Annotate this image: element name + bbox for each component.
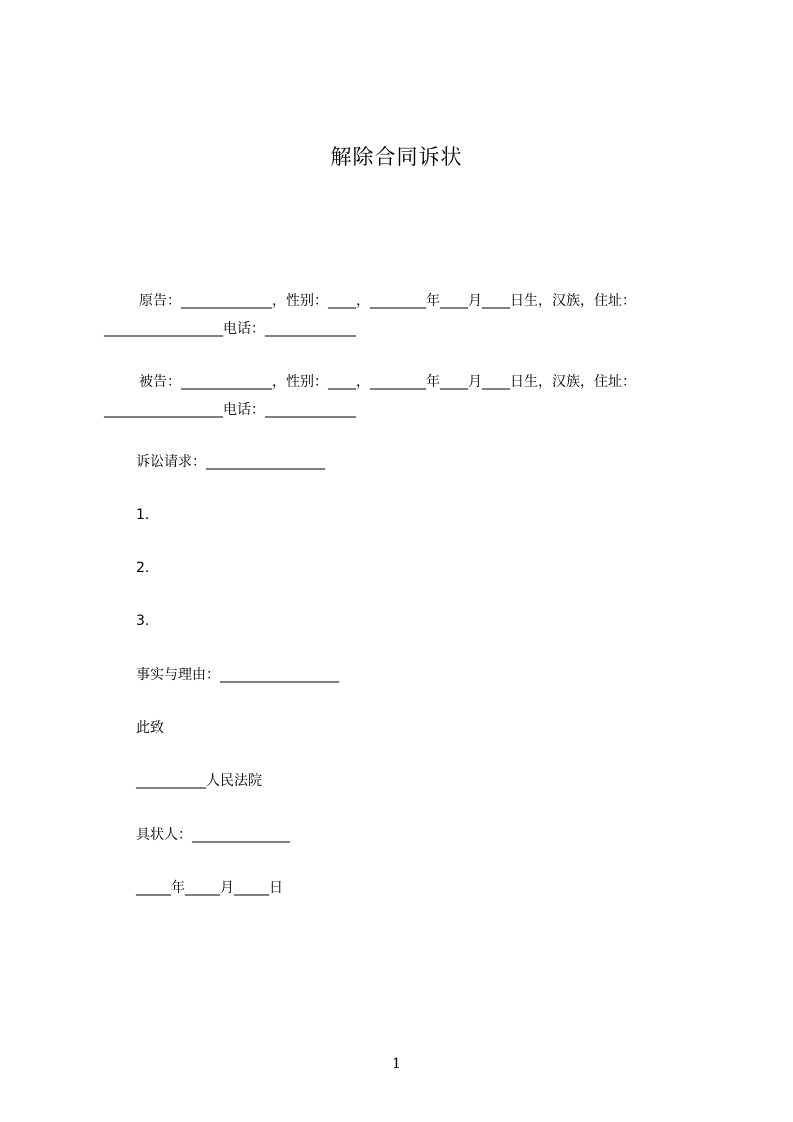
signer-line: 具状人：______________ [136, 827, 290, 843]
defendant-line-1: 被告：_____________，性别：____，________年____月____日生，汉族，住址： [139, 374, 636, 390]
page-number: 1 [392, 1056, 401, 1072]
plaintiff-line-2: _________________电话：_____________ [104, 321, 356, 337]
document-title: 解除合同诉状 [330, 145, 463, 169]
plaintiff-line-1: 原告：_____________，性别：____，________年____月____日生，汉族，住址： [139, 293, 636, 309]
salutation: 此致 [136, 720, 164, 736]
claim-item-1: 1. [136, 507, 150, 523]
date-line: _____年_____月_____日 [136, 880, 283, 896]
defendant-line-2: _________________电话：_____________ [104, 402, 356, 418]
claims-label: 诉讼请求：_________________ [136, 454, 325, 470]
claim-item-2: 2. [136, 560, 150, 576]
facts-label: 事实与理由：_________________ [136, 667, 339, 683]
court-name: __________人民法院 [136, 773, 262, 789]
claim-item-3: 3. [136, 613, 150, 629]
